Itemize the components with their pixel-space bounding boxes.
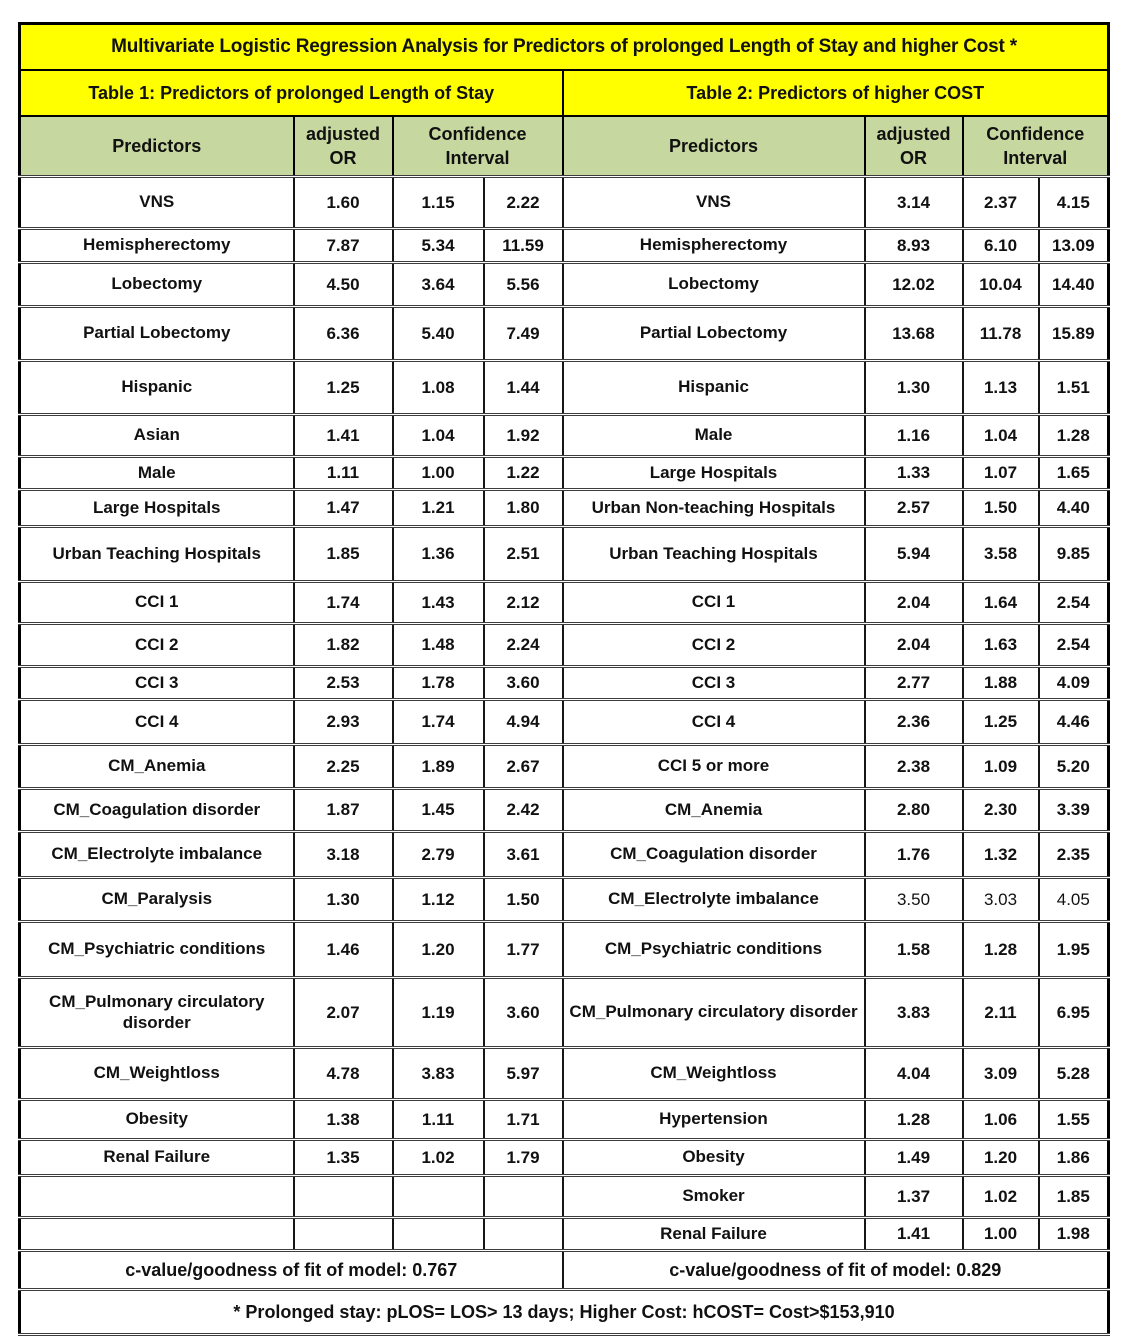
t1-ci-low-cell: 5.40 [393, 307, 484, 361]
t2-or-cell: 1.49 [865, 1140, 963, 1176]
t2-predictor-cell: CM_Coagulation disorder [563, 832, 865, 878]
t1-ci-high-cell: 1.50 [484, 878, 563, 922]
t1-ci-high-cell: 1.22 [484, 457, 563, 490]
table1-confidence-interval-header: Confidence Interval [393, 116, 563, 177]
t2-predictor-cell: CM_Pulmonary circulatory disorder [563, 978, 865, 1048]
t2-ci-low-cell: 1.09 [963, 745, 1039, 789]
t1-or-cell: 1.35 [294, 1140, 393, 1176]
t2-or-cell: 2.04 [865, 624, 963, 667]
t2-predictor-cell: CCI 4 [563, 700, 865, 745]
table-row [20, 263, 1109, 307]
t1-ci-high-cell [484, 1218, 563, 1251]
t1-or-cell: 1.46 [294, 922, 393, 978]
t2-predictor-cell: Lobectomy [563, 263, 865, 307]
t1-predictor-cell: Lobectomy [20, 263, 294, 307]
t1-ci-low-cell: 1.12 [393, 878, 484, 922]
t2-ci-low-cell: 1.13 [963, 361, 1039, 415]
t1-or-cell: 2.07 [294, 978, 393, 1048]
table-row [20, 1048, 1109, 1100]
table-row [20, 789, 1109, 832]
t2-or-cell: 1.30 [865, 361, 963, 415]
t1-predictor-cell: Asian [20, 415, 294, 457]
t2-ci-high-cell: 1.98 [1039, 1218, 1109, 1251]
t1-predictor-cell: Hispanic [20, 361, 294, 415]
t2-ci-low-cell: 1.50 [963, 490, 1039, 527]
t1-predictor-cell: Urban Teaching Hospitals [20, 527, 294, 582]
t2-predictor-cell: Male [563, 415, 865, 457]
t2-ci-low-cell: 1.32 [963, 832, 1039, 878]
t1-predictor-cell: CCI 3 [20, 667, 294, 700]
t2-predictor-cell: Hypertension [563, 1100, 865, 1140]
t1-ci-high-cell: 1.77 [484, 922, 563, 978]
t2-predictor-cell: CM_Anemia [563, 789, 865, 832]
t2-ci-low-cell: 1.88 [963, 667, 1039, 700]
table2-confidence-interval-header: Confidence Interval [963, 116, 1109, 177]
t1-ci-low-cell [393, 1176, 484, 1218]
t2-ci-high-cell: 4.05 [1039, 878, 1109, 922]
t2-ci-low-cell: 1.63 [963, 624, 1039, 667]
t1-or-cell: 1.25 [294, 361, 393, 415]
t1-ci-low-cell: 1.74 [393, 700, 484, 745]
c-value-table1: c-value/goodness of fit of model: 0.767 [20, 1251, 563, 1290]
table-row [20, 490, 1109, 527]
t1-predictor-cell: CCI 2 [20, 624, 294, 667]
t1-predictor-cell: CM_Anemia [20, 745, 294, 789]
t2-or-cell: 1.41 [865, 1218, 963, 1251]
t1-ci-low-cell [393, 1218, 484, 1251]
t1-predictor-cell: Male [20, 457, 294, 490]
t2-ci-low-cell: 1.02 [963, 1176, 1039, 1218]
t2-predictor-cell: CM_Electrolyte imbalance [563, 878, 865, 922]
c-value-table2: c-value/goodness of fit of model: 0.829 [563, 1251, 1109, 1290]
table-row [20, 922, 1109, 978]
t2-ci-high-cell: 2.54 [1039, 582, 1109, 624]
table-row [20, 978, 1109, 1048]
t1-ci-low-cell: 1.89 [393, 745, 484, 789]
t2-ci-high-cell: 1.51 [1039, 361, 1109, 415]
t2-ci-high-cell: 5.20 [1039, 745, 1109, 789]
t2-predictor-cell: Renal Failure [563, 1218, 865, 1251]
t2-ci-high-cell: 3.39 [1039, 789, 1109, 832]
t1-ci-high-cell: 11.59 [484, 229, 563, 263]
t2-ci-low-cell: 1.25 [963, 700, 1039, 745]
t1-predictor-cell: Renal Failure [20, 1140, 294, 1176]
t1-ci-low-cell: 1.48 [393, 624, 484, 667]
t1-or-cell: 2.53 [294, 667, 393, 700]
t2-ci-high-cell: 1.95 [1039, 922, 1109, 978]
t1-predictor-cell: CM_Pulmonary circulatory disorder [20, 978, 294, 1048]
table-row [20, 1140, 1109, 1176]
table-row [20, 1100, 1109, 1140]
table-row [20, 415, 1109, 457]
t2-or-cell: 1.76 [865, 832, 963, 878]
data-rows [20, 177, 1109, 1251]
t2-ci-low-cell: 1.06 [963, 1100, 1039, 1140]
t1-ci-high-cell: 4.94 [484, 700, 563, 745]
t2-ci-low-cell: 2.11 [963, 978, 1039, 1048]
t2-predictor-cell: CCI 3 [563, 667, 865, 700]
t2-ci-low-cell: 1.64 [963, 582, 1039, 624]
t1-ci-high-cell: 2.51 [484, 527, 563, 582]
t2-ci-high-cell: 1.55 [1039, 1100, 1109, 1140]
t1-predictor-cell: CM_Weightloss [20, 1048, 294, 1100]
t1-or-cell: 1.38 [294, 1100, 393, 1140]
t1-ci-high-cell: 2.22 [484, 177, 563, 229]
table-row [20, 832, 1109, 878]
t2-ci-high-cell: 5.28 [1039, 1048, 1109, 1100]
t1-ci-high-cell: 2.67 [484, 745, 563, 789]
t1-ci-low-cell: 1.15 [393, 177, 484, 229]
table-row [20, 878, 1109, 922]
t2-ci-low-cell: 1.20 [963, 1140, 1039, 1176]
t2-or-cell: 2.38 [865, 745, 963, 789]
t1-predictor-cell: VNS [20, 177, 294, 229]
table2-predictors-header: Predictors [563, 116, 865, 177]
t1-predictor-cell: Partial Lobectomy [20, 307, 294, 361]
footnote-row [20, 1290, 1109, 1335]
t1-predictor-cell: Hemispherectomy [20, 229, 294, 263]
t1-ci-low-cell: 1.21 [393, 490, 484, 527]
t1-predictor-cell: CM_Psychiatric conditions [20, 922, 294, 978]
t1-predictor-cell: CCI 4 [20, 700, 294, 745]
table-row [20, 1218, 1109, 1251]
t2-ci-high-cell: 1.28 [1039, 415, 1109, 457]
t2-ci-low-cell: 1.04 [963, 415, 1039, 457]
t1-or-cell: 1.60 [294, 177, 393, 229]
t1-ci-low-cell: 1.00 [393, 457, 484, 490]
t2-or-cell: 13.68 [865, 307, 963, 361]
t1-predictor-cell [20, 1176, 294, 1218]
t2-or-cell: 2.57 [865, 490, 963, 527]
table2-adjusted-or-header: adjusted OR [865, 116, 963, 177]
t1-ci-high-cell: 3.61 [484, 832, 563, 878]
table-row [20, 527, 1109, 582]
t2-ci-low-cell: 6.10 [963, 229, 1039, 263]
t1-ci-low-cell: 1.11 [393, 1100, 484, 1140]
table-row [20, 229, 1109, 263]
t2-predictor-cell: Smoker [563, 1176, 865, 1218]
t1-ci-high-cell: 5.56 [484, 263, 563, 307]
table-row [20, 624, 1109, 667]
t2-ci-high-cell: 14.40 [1039, 263, 1109, 307]
table-row [20, 745, 1109, 789]
t2-ci-low-cell: 2.37 [963, 177, 1039, 229]
t2-or-cell: 2.77 [865, 667, 963, 700]
t2-predictor-cell: CCI 2 [563, 624, 865, 667]
t2-predictor-cell: Hemispherectomy [563, 229, 865, 263]
t2-ci-high-cell: 4.46 [1039, 700, 1109, 745]
t2-ci-low-cell: 10.04 [963, 263, 1039, 307]
t2-or-cell: 3.83 [865, 978, 963, 1048]
t1-or-cell: 1.47 [294, 490, 393, 527]
table1-adjusted-or-header: adjusted OR [294, 116, 393, 177]
t2-ci-high-cell: 15.89 [1039, 307, 1109, 361]
t2-ci-high-cell: 9.85 [1039, 527, 1109, 582]
t1-or-cell: 4.78 [294, 1048, 393, 1100]
t1-ci-high-cell: 3.60 [484, 978, 563, 1048]
t1-predictor-cell: CCI 1 [20, 582, 294, 624]
t2-predictor-cell: Obesity [563, 1140, 865, 1176]
t1-ci-low-cell: 5.34 [393, 229, 484, 263]
t2-ci-low-cell: 1.28 [963, 922, 1039, 978]
t1-ci-low-cell: 1.43 [393, 582, 484, 624]
t1-ci-low-cell: 1.04 [393, 415, 484, 457]
t2-or-cell: 1.28 [865, 1100, 963, 1140]
caption-row [20, 70, 1109, 116]
t2-or-cell: 4.04 [865, 1048, 963, 1100]
t2-or-cell: 2.36 [865, 700, 963, 745]
column-header-row [20, 116, 1109, 177]
t1-or-cell: 7.87 [294, 229, 393, 263]
t1-or-cell: 1.41 [294, 415, 393, 457]
table1-predictors-header: Predictors [20, 116, 294, 177]
title-row [20, 24, 1109, 71]
t1-predictor-cell: CM_Coagulation disorder [20, 789, 294, 832]
t1-or-cell: 1.74 [294, 582, 393, 624]
t1-ci-high-cell: 1.80 [484, 490, 563, 527]
t2-predictor-cell: CM_Psychiatric conditions [563, 922, 865, 978]
t1-or-cell: 1.87 [294, 789, 393, 832]
t2-predictor-cell: CCI 1 [563, 582, 865, 624]
t1-predictor-cell: Obesity [20, 1100, 294, 1140]
t1-or-cell: 1.82 [294, 624, 393, 667]
t2-or-cell: 3.14 [865, 177, 963, 229]
t1-or-cell [294, 1176, 393, 1218]
t1-ci-high-cell: 5.97 [484, 1048, 563, 1100]
t2-ci-high-cell: 2.35 [1039, 832, 1109, 878]
t2-or-cell: 3.50 [865, 878, 963, 922]
t2-or-cell: 12.02 [865, 263, 963, 307]
t1-ci-high-cell: 3.60 [484, 667, 563, 700]
t2-ci-low-cell: 2.30 [963, 789, 1039, 832]
t1-ci-low-cell: 1.19 [393, 978, 484, 1048]
t2-or-cell: 1.33 [865, 457, 963, 490]
regression-table [18, 22, 1110, 1336]
table-row [20, 361, 1109, 415]
t1-ci-high-cell: 1.79 [484, 1140, 563, 1176]
t2-or-cell: 5.94 [865, 527, 963, 582]
t2-predictor-cell: CM_Weightloss [563, 1048, 865, 1100]
t2-ci-low-cell: 1.07 [963, 457, 1039, 490]
t2-ci-high-cell: 1.86 [1039, 1140, 1109, 1176]
t1-ci-high-cell: 1.92 [484, 415, 563, 457]
table2-caption: Table 2: Predictors of higher COST [563, 70, 1109, 116]
t2-ci-high-cell: 6.95 [1039, 978, 1109, 1048]
t2-ci-low-cell: 1.00 [963, 1218, 1039, 1251]
table-row [20, 700, 1109, 745]
t2-or-cell: 1.16 [865, 415, 963, 457]
t1-ci-high-cell: 7.49 [484, 307, 563, 361]
t2-ci-high-cell: 2.54 [1039, 624, 1109, 667]
table-row [20, 667, 1109, 700]
table-row [20, 177, 1109, 229]
t2-predictor-cell: Partial Lobectomy [563, 307, 865, 361]
t2-ci-high-cell: 4.40 [1039, 490, 1109, 527]
t1-ci-high-cell: 2.24 [484, 624, 563, 667]
t1-ci-low-cell: 1.78 [393, 667, 484, 700]
t1-ci-high-cell: 1.44 [484, 361, 563, 415]
t2-or-cell: 1.58 [865, 922, 963, 978]
t1-predictor-cell: Large Hospitals [20, 490, 294, 527]
t1-predictor-cell: CM_Paralysis [20, 878, 294, 922]
t1-or-cell: 1.85 [294, 527, 393, 582]
t2-ci-high-cell: 1.65 [1039, 457, 1109, 490]
t1-ci-high-cell: 1.71 [484, 1100, 563, 1140]
t2-ci-low-cell: 3.09 [963, 1048, 1039, 1100]
t1-ci-low-cell: 1.36 [393, 527, 484, 582]
t2-predictor-cell: Urban Teaching Hospitals [563, 527, 865, 582]
t2-predictor-cell: Hispanic [563, 361, 865, 415]
t1-ci-low-cell: 1.02 [393, 1140, 484, 1176]
t1-or-cell: 3.18 [294, 832, 393, 878]
t2-predictor-cell: Large Hospitals [563, 457, 865, 490]
t2-or-cell: 1.37 [865, 1176, 963, 1218]
t1-ci-low-cell: 2.79 [393, 832, 484, 878]
t1-or-cell: 6.36 [294, 307, 393, 361]
t2-ci-low-cell: 3.03 [963, 878, 1039, 922]
t1-ci-low-cell: 1.45 [393, 789, 484, 832]
t1-ci-low-cell: 3.83 [393, 1048, 484, 1100]
main-title: Multivariate Logistic Regression Analysis for Predictors of prolonged Length of Stay and higher Cost * [20, 24, 1109, 71]
t1-or-cell: 2.93 [294, 700, 393, 745]
t1-ci-low-cell: 1.08 [393, 361, 484, 415]
t2-ci-low-cell: 11.78 [963, 307, 1039, 361]
t2-ci-high-cell: 4.15 [1039, 177, 1109, 229]
c-value-row [20, 1251, 1109, 1290]
t2-or-cell: 8.93 [865, 229, 963, 263]
t1-ci-low-cell: 3.64 [393, 263, 484, 307]
t2-ci-low-cell: 3.58 [963, 527, 1039, 582]
t1-ci-high-cell: 2.42 [484, 789, 563, 832]
t2-predictor-cell: VNS [563, 177, 865, 229]
table-row [20, 1176, 1109, 1218]
t2-predictor-cell: CCI 5 or more [563, 745, 865, 789]
t1-or-cell: 1.30 [294, 878, 393, 922]
table1-caption: Table 1: Predictors of prolonged Length of Stay [20, 70, 563, 116]
table-row [20, 457, 1109, 490]
t1-or-cell: 2.25 [294, 745, 393, 789]
footnote: * Prolonged stay: pLOS= LOS> 13 days; Higher Cost: hCOST= Cost>$153,910 [20, 1290, 1109, 1335]
t2-or-cell: 2.80 [865, 789, 963, 832]
t1-or-cell [294, 1218, 393, 1251]
t2-or-cell: 2.04 [865, 582, 963, 624]
t1-or-cell: 1.11 [294, 457, 393, 490]
t1-ci-low-cell: 1.20 [393, 922, 484, 978]
t1-predictor-cell [20, 1218, 294, 1251]
t1-ci-high-cell: 2.12 [484, 582, 563, 624]
t2-ci-high-cell: 13.09 [1039, 229, 1109, 263]
t1-predictor-cell: CM_Electrolyte imbalance [20, 832, 294, 878]
table-row [20, 307, 1109, 361]
t1-or-cell: 4.50 [294, 263, 393, 307]
table-row [20, 582, 1109, 624]
t2-ci-high-cell: 4.09 [1039, 667, 1109, 700]
t2-ci-high-cell: 1.85 [1039, 1176, 1109, 1218]
t2-predictor-cell: Urban Non-teaching Hospitals [563, 490, 865, 527]
t1-ci-high-cell [484, 1176, 563, 1218]
